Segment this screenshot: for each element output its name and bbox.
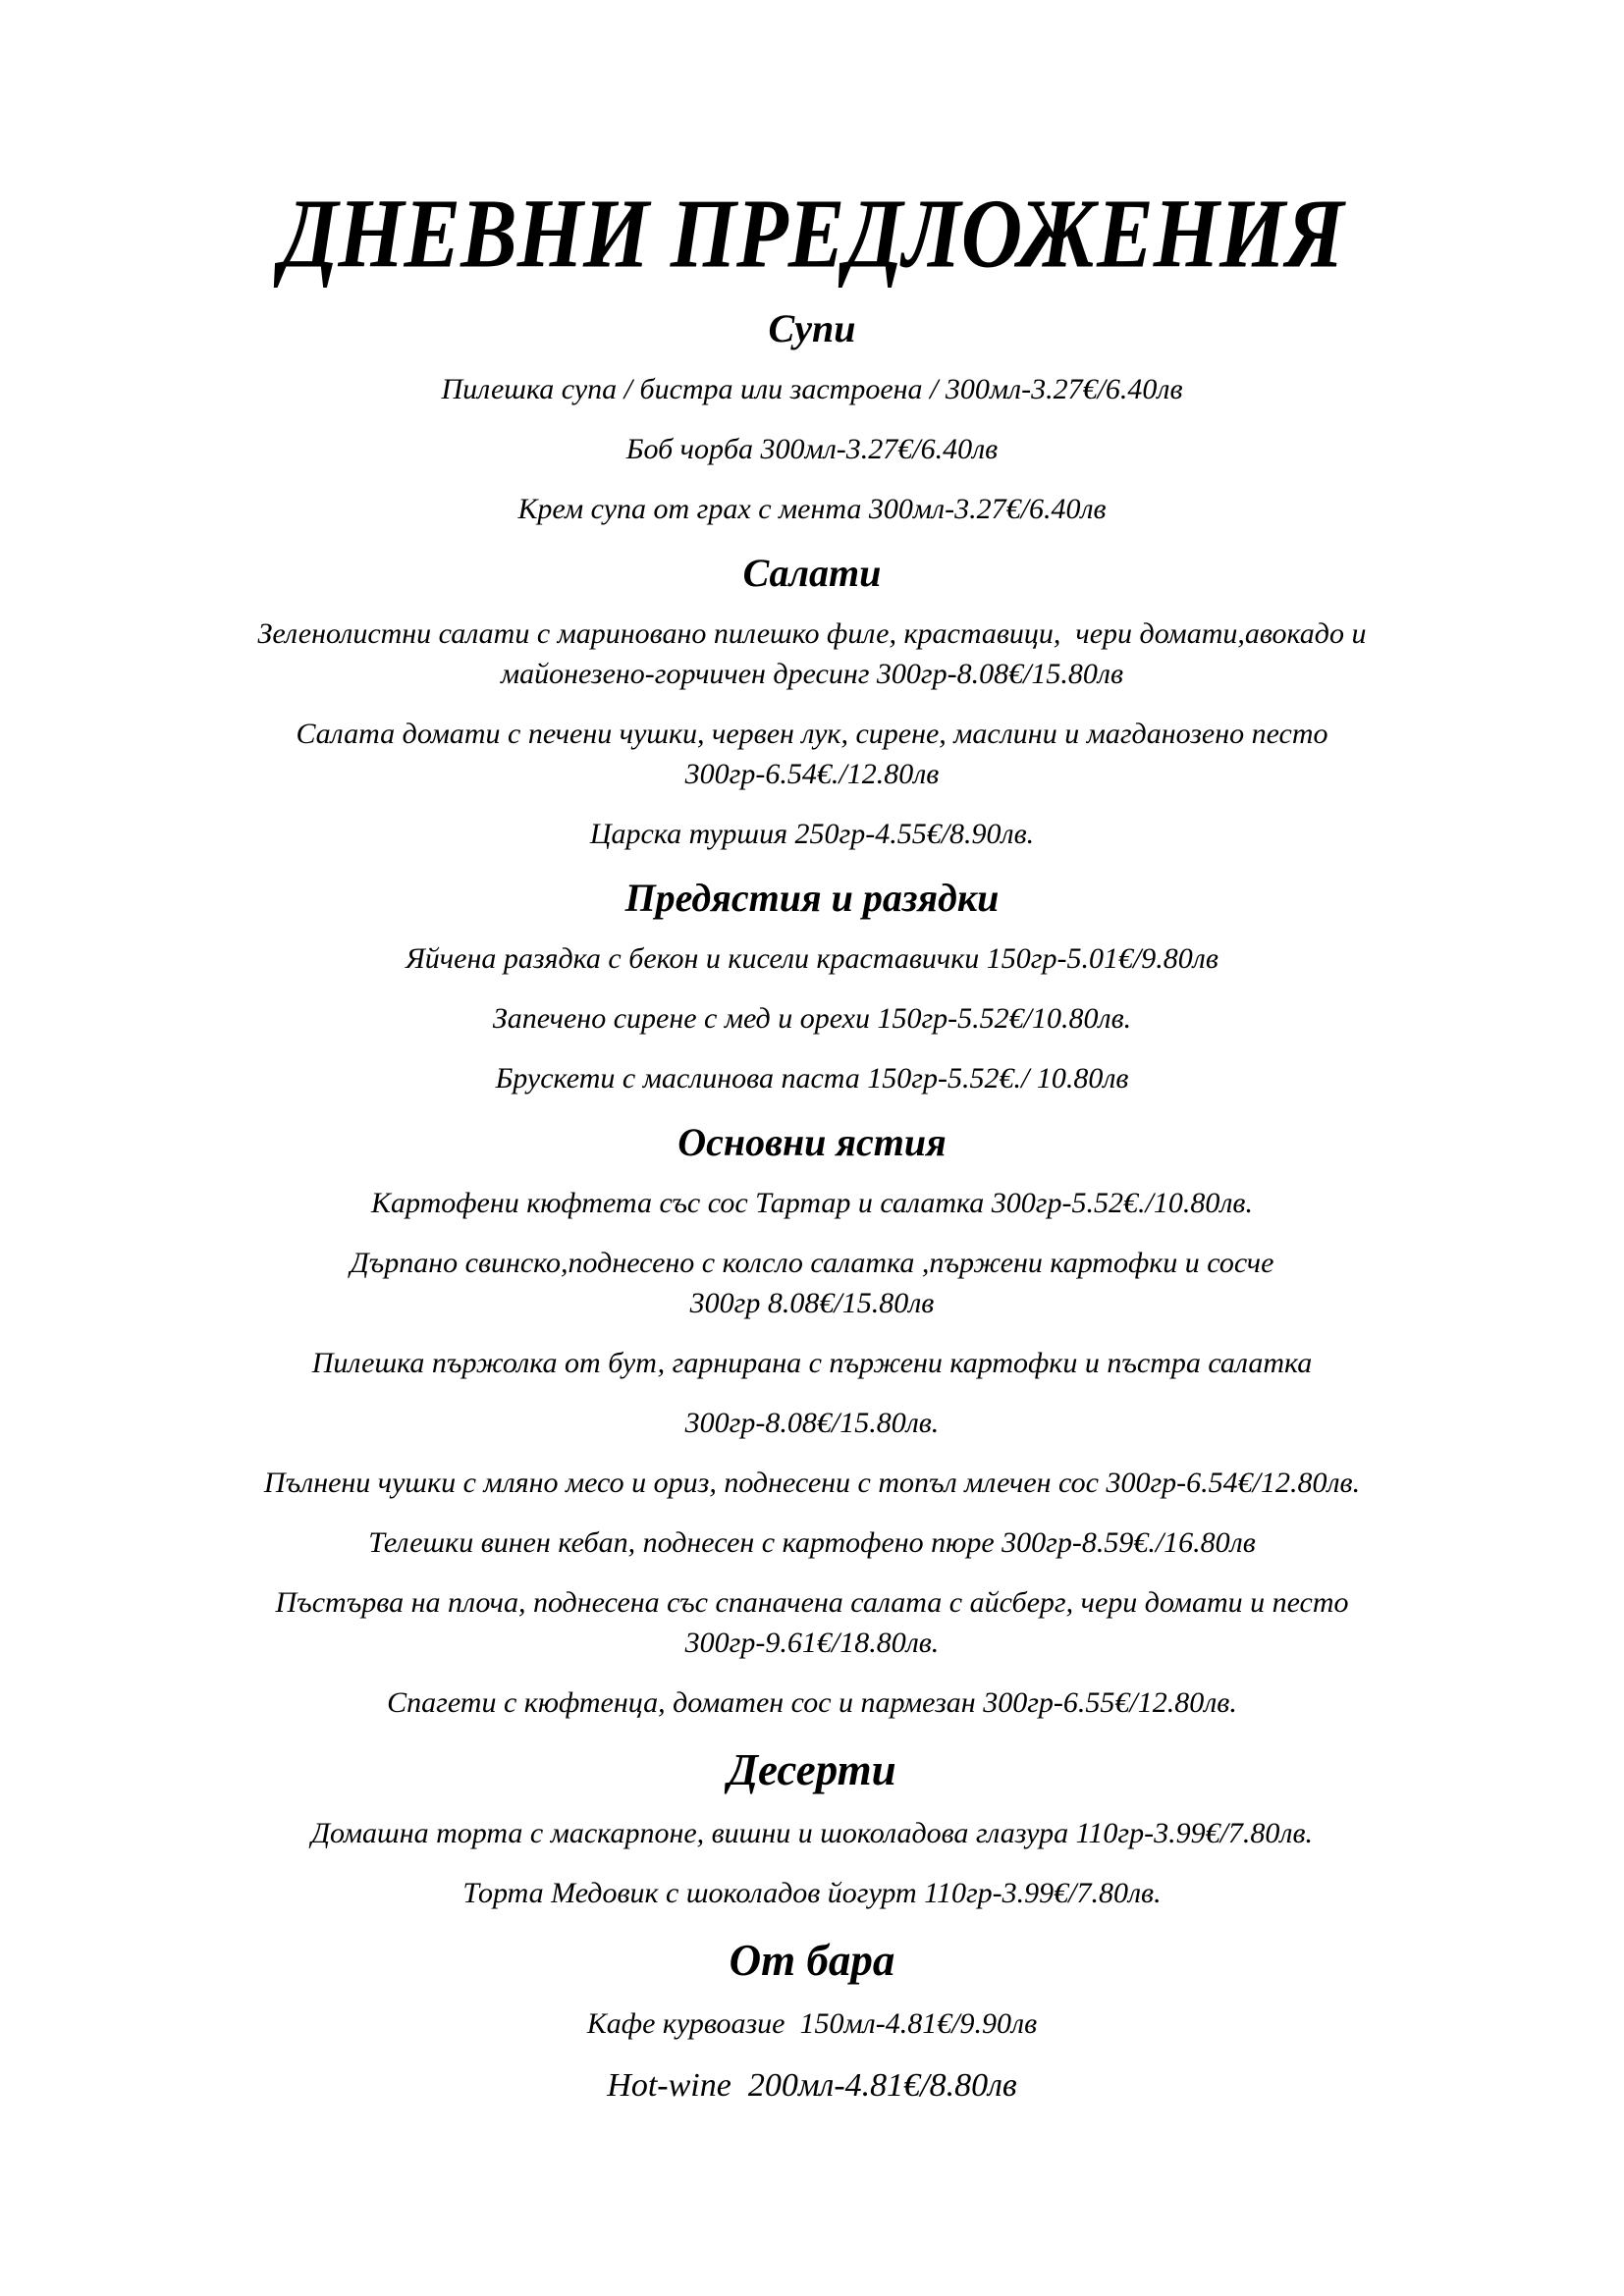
menu-item-salads-2 — [88, 714, 1536, 794]
menu-item-mains-2 — [88, 1243, 1536, 1323]
menu-item-line: Спагети с кюфтенца, доматен сос и пармезан 300гр-6.55€/12.80лв. — [387, 1686, 1237, 1719]
section-heading-starters: Предястия и разядки — [624, 876, 1000, 920]
menu-item-line: Запечено сирене с мед и орехи 150гр-5.52€/10.80лв. — [492, 1002, 1132, 1035]
menu-item-salads-1 — [88, 614, 1536, 694]
menu-item-starters-2 — [88, 998, 1536, 1039]
menu-item-line: Домашна торта с маскарпоне, вишни и шоколадова глазура 110гр-3.99€/7.80лв. — [310, 1817, 1314, 1849]
menu-item-line: Пилешка пържолка от бут, гарнирана с пържени картофки и пъстра салатка — [311, 1347, 1313, 1379]
menu-item-salads-3 — [88, 814, 1536, 854]
menu-item-line: 300гр-6.54€./12.80лв — [684, 758, 940, 790]
menu-item-line: Салата домати с печени чушки, червен лук, сирене, маслини и магданозено песто — [296, 718, 1328, 750]
menu-item-bar-1 — [88, 2003, 1536, 2044]
menu-item-line: Телешки винен кебап, поднесен с картофено пюре 300гр-8.59€./16.80лв — [368, 1526, 1256, 1559]
menu-item-mains-1 — [88, 1183, 1536, 1223]
menu-item-line: Hot-wine 200мл-4.81€/8.80лв — [607, 2067, 1017, 2104]
menu-item-line: Боб чорба 300мл-3.27€/6.40лв — [625, 433, 999, 465]
menu-item-line: Царска туршия 250гр-4.55€/8.90лв. — [589, 818, 1035, 850]
menu-item-mains-8 — [88, 1682, 1536, 1723]
menu-item-mains-3 — [88, 1343, 1536, 1383]
menu-item-line: Кафе курвоазие 150мл-4.81€/9.90лв — [586, 2007, 1038, 2040]
menu-item-line: Брускети с маслинова паста 150гр-5.52€./ 10.80лв — [495, 1062, 1129, 1095]
section-heading-desserts: Десерти — [728, 1745, 896, 1794]
menu-item-line: 300гр 8.08€/15.80лв — [689, 1287, 935, 1319]
menu-item-line: Зеленолистни салати с мариновано пилешко филе, краставици, чери домати,авокадо и — [257, 617, 1367, 650]
section-heading-salads: Салати — [742, 551, 882, 595]
menu-item-line: Крем супа от грах с мента 300мл-3.27€/6.40лв — [517, 493, 1107, 525]
menu-item-line: Яйчена разядка с бекон и кисели краставички 150гр-5.01€/9.80лв — [406, 942, 1218, 975]
menu-item-line: Картофени кюфтета със сос Тартар и салатка 300гр-5.52€./10.80лв. — [371, 1187, 1253, 1219]
menu-item-soups-3 — [88, 489, 1536, 529]
menu-item-desserts-1 — [88, 1813, 1536, 1853]
menu-item-line: 300гр-8.08€/15.80лв. — [684, 1407, 940, 1439]
menu-item-line: майонезено-горчичен дресинг 300гр-8.08€/15.80лв — [500, 658, 1124, 690]
menu-item-mains-5 — [88, 1463, 1536, 1503]
menu-item-bar-2 — [88, 2063, 1536, 2109]
menu-item-mains-4 — [88, 1403, 1536, 1443]
section-heading-mains: Основни ястия — [677, 1120, 947, 1164]
page-title: ДНЕВНИ ПРЕДЛОЖЕНИЯ — [280, 178, 1344, 289]
menu-item-line: 300гр-9.61€/18.80лв. — [684, 1627, 940, 1659]
menu-item-line: Дърпано свинско,поднесено с колсло салатка ,пържени картофки и сосче — [350, 1247, 1274, 1279]
section-heading-bar: От бара — [729, 1936, 895, 1985]
menu-item-line: Пилешка супа / бистра или застроена / 300мл-3.27€/6.40лв — [441, 373, 1183, 405]
menu-item-starters-1 — [88, 938, 1536, 979]
menu-item-line: Пълнени чушки с мляно месо и ориз, поднесени с топъл млечен сос 300гр-6.54€/12.80лв. — [263, 1467, 1361, 1499]
menu-item-desserts-2 — [88, 1873, 1536, 1913]
menu-item-mains-7 — [88, 1582, 1536, 1663]
menu-sections — [88, 304, 1536, 2109]
menu-item-starters-3 — [88, 1058, 1536, 1098]
menu-item-soups-2 — [88, 429, 1536, 469]
menu-item-mains-6 — [88, 1522, 1536, 1563]
menu-item-line: Пъстърва на плоча, поднесена със спаначена салата с айсберг, чери домати и песто — [275, 1586, 1349, 1619]
menu-item-line: Торта Медовик с шоколадов йогурт 110гр-3.99€/7.80лв. — [462, 1877, 1162, 1909]
menu-item-soups-1 — [88, 369, 1536, 409]
section-heading-soups: Супи — [768, 306, 856, 350]
